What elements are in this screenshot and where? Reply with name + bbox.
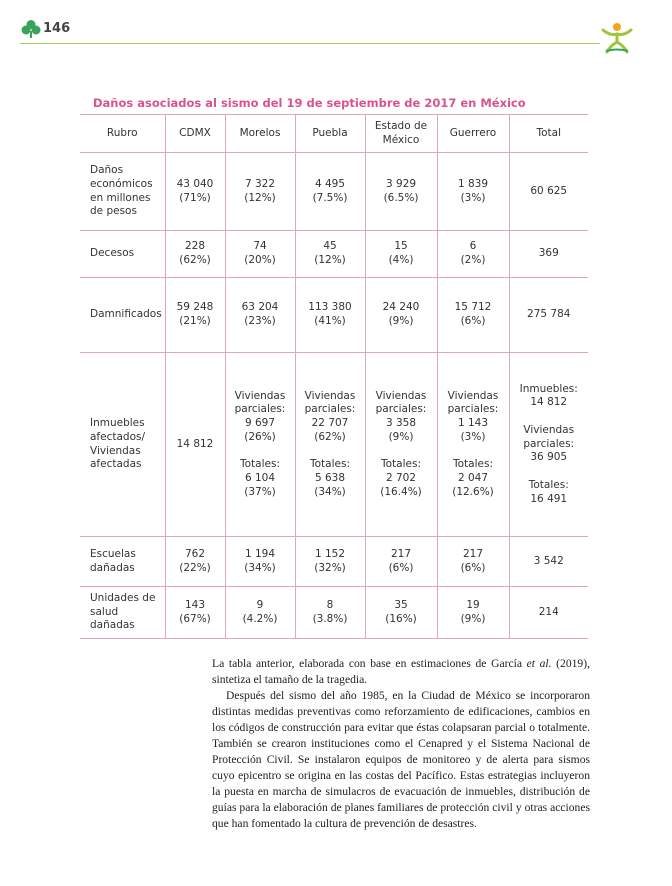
- column-header: Estado de México: [365, 115, 437, 153]
- cell-line: 14 812: [530, 396, 568, 409]
- row-label: Unidades de salud dañadas: [80, 587, 165, 639]
- table-cell: [165, 537, 225, 587]
- cell-line: (9%): [388, 430, 414, 443]
- table-cell: [509, 537, 588, 587]
- table-cell: [509, 353, 588, 537]
- cell-line: 5 638: [314, 471, 346, 484]
- cell-line: (16.4%): [380, 485, 422, 498]
- cell-line: 369: [538, 247, 559, 260]
- table-row: [80, 353, 588, 537]
- table-cell: [365, 537, 437, 587]
- table-cell: [295, 537, 365, 587]
- row-label: Escuelas dañadas: [80, 537, 165, 587]
- table-cell: [295, 353, 365, 537]
- cell-line: (62%): [314, 430, 346, 443]
- cell-line: (62%): [179, 254, 211, 266]
- cell-line: 63 204: [241, 301, 279, 314]
- cell-line: (9%): [388, 315, 414, 327]
- cell-line: (26%): [244, 430, 276, 443]
- row-label: Inmuebles afectados/ Viviendas afectadas: [80, 353, 165, 537]
- table-cell: [225, 353, 295, 537]
- cell-line: 59 248: [176, 301, 214, 314]
- cell-line: (6%): [460, 315, 486, 327]
- cell-line: Viviendas: [447, 389, 499, 402]
- table-cell: [437, 231, 509, 278]
- cell-line: 24 240: [382, 301, 420, 314]
- cell-line: parciales:: [375, 403, 427, 416]
- table-cell: [509, 153, 588, 231]
- table-cell: [509, 587, 588, 639]
- table-cell: [165, 353, 225, 537]
- cell-line: Totales:: [528, 478, 569, 491]
- cell-line: (12.6%): [452, 485, 494, 498]
- paragraph: Después del sismo del año 1985, en la Ciudad de México se incorporaron distintas medidas preventivas como reforzamiento de edificaciones, cambios en los códigos de construcción para evitar que éstas colapsaran parcial o totalmente. También se crearon instituciones como el Cenapred y el Sistema Nacional de Protección Civil. Se instalaron equipos de monitoreo y de alerta para sismos cuyo epicentro se origina en las costas del Pacífico. Estas estrategias incluyeron la puesta en marcha de simulacros de evacuación de inmuebles, distribución de guías para la elaboración de planes familiares de protección civil y otras acciones que han fomentado la cultura de prevención de desastres.: [212, 689, 590, 830]
- table-cell: [165, 153, 225, 231]
- cell-line: Totales:: [240, 458, 280, 471]
- cell-line: 1 152: [314, 547, 346, 560]
- cell-line: 8: [326, 598, 334, 611]
- cell-line: (34%): [314, 485, 346, 498]
- cell-line: 6: [469, 240, 477, 253]
- cell-line: (23%): [244, 315, 276, 327]
- column-header: Rubro: [80, 115, 165, 153]
- table-row: [80, 587, 588, 639]
- cell-line: 43 040: [176, 177, 214, 190]
- row-label: Damnificados: [80, 278, 165, 353]
- cell-line: 2 047: [457, 471, 489, 484]
- paragraph: La tabla anterior, elaborada con base en estimaciones de García et al. (2019), sintetiza el tamaño de la tragedia.: [212, 657, 590, 686]
- cell-line: 14 812: [176, 437, 214, 450]
- cell-line: 16 491: [530, 492, 568, 505]
- table-cell: [295, 231, 365, 278]
- cell-line: (34%): [244, 561, 276, 574]
- cell-line: Viviendas: [523, 424, 575, 437]
- cell-line: 217: [462, 547, 484, 560]
- table-cell: [437, 587, 509, 639]
- cell-line: 6 104: [244, 471, 276, 484]
- cell-line: (22%): [179, 561, 211, 574]
- cell-line: 214: [538, 605, 559, 618]
- cell-line: (6%): [388, 561, 414, 574]
- cell-line: 36 905: [530, 451, 568, 464]
- cell-line: Inmuebles:: [519, 382, 578, 395]
- table-cell: [365, 153, 437, 231]
- cell-line: 3 358: [385, 417, 417, 430]
- table-cell: [295, 587, 365, 639]
- cell-line: Viviendas: [304, 389, 356, 402]
- cell-line: (3%): [460, 191, 486, 204]
- cell-line: Viviendas: [234, 389, 286, 402]
- table-header-row: [80, 115, 588, 153]
- cell-line: (37%): [244, 485, 276, 498]
- table-row: [80, 537, 588, 587]
- table-cell: [225, 278, 295, 353]
- cell-line: (6.5%): [383, 191, 419, 204]
- cell-line: 3 542: [533, 554, 564, 567]
- cell-line: (67%): [179, 612, 211, 625]
- table-cell: [365, 278, 437, 353]
- table-cell: [225, 537, 295, 587]
- header-rule: [20, 43, 600, 44]
- column-header: Total: [509, 115, 588, 153]
- table-cell: [165, 278, 225, 353]
- table-body: [80, 153, 588, 639]
- cell-line: 1 194: [244, 547, 276, 560]
- cell-line: parciales:: [447, 403, 499, 416]
- column-header: Guerrero: [437, 115, 509, 153]
- table-cell: [365, 353, 437, 537]
- cell-line: (71%): [179, 191, 211, 204]
- page-header: [0, 0, 672, 52]
- cell-line: parciales:: [234, 403, 286, 416]
- column-header: Puebla: [295, 115, 365, 153]
- cell-line: 3 929: [385, 177, 417, 190]
- cell-line: 4 495: [314, 177, 346, 190]
- table-cell: [509, 231, 588, 278]
- cell-line: 228: [184, 240, 206, 253]
- cell-line: 15: [394, 240, 408, 253]
- table-cell: [437, 278, 509, 353]
- cell-line: parciales:: [304, 403, 356, 416]
- cell-line: 217: [390, 547, 412, 560]
- table-row: [80, 278, 588, 353]
- person-logo-icon: [600, 20, 634, 54]
- cell-line: 9 697: [244, 417, 276, 430]
- cell-line: Totales:: [453, 458, 493, 471]
- cell-line: 19: [466, 598, 480, 611]
- cell-line: 7 322: [244, 177, 276, 190]
- table-cell: [225, 587, 295, 639]
- cell-line: Totales:: [381, 458, 421, 471]
- page-number: 146: [43, 21, 71, 36]
- cell-line: (16%): [385, 612, 417, 625]
- cell-line: 45: [323, 240, 337, 253]
- damage-table: [80, 114, 588, 639]
- cell-line: (4%): [388, 254, 414, 266]
- cell-line: (21%): [179, 315, 211, 327]
- cell-line: 22 707: [311, 417, 349, 430]
- table-cell: [437, 153, 509, 231]
- cell-line: 35: [394, 598, 408, 611]
- cell-line: 143: [184, 598, 206, 611]
- cell-line: (12%): [314, 254, 346, 266]
- cell-line: (6%): [460, 561, 486, 574]
- cell-line: (7.5%): [312, 191, 348, 204]
- table-cell: [165, 587, 225, 639]
- cell-line: 60 625: [530, 184, 568, 197]
- table-cell: [437, 537, 509, 587]
- cell-line: 74: [253, 240, 267, 253]
- cell-line: parciales:: [523, 437, 575, 450]
- table-title: Daños asociados al sismo del 19 de septiembre de 2017 en México: [93, 96, 526, 110]
- table-cell: [365, 587, 437, 639]
- cell-line: (2%): [460, 254, 486, 266]
- cell-line: (32%): [314, 561, 346, 574]
- cell-line: Totales:: [310, 458, 350, 471]
- cell-line: 1 839: [457, 177, 489, 190]
- row-label: Decesos: [80, 231, 165, 278]
- cell-line: (20%): [244, 254, 276, 266]
- cell-line: (3.8%): [312, 612, 348, 625]
- table-row: [80, 153, 588, 231]
- cell-line: 2 702: [385, 471, 417, 484]
- clover-icon: [21, 19, 41, 39]
- cell-line: 275 784: [527, 308, 571, 321]
- table-cell: [225, 153, 295, 231]
- table-cell: [365, 231, 437, 278]
- column-header: Morelos: [225, 115, 295, 153]
- cell-line: 762: [184, 547, 206, 560]
- body-text: [212, 656, 590, 832]
- column-header: CDMX: [165, 115, 225, 153]
- cell-line: Viviendas: [375, 389, 427, 402]
- table-cell: [509, 278, 588, 353]
- cell-line: 113 380: [308, 301, 352, 314]
- cell-line: (12%): [244, 191, 276, 204]
- row-label: Daños económicos en millones de pesos: [80, 153, 165, 231]
- table-cell: [165, 231, 225, 278]
- cell-line: 15 712: [454, 301, 492, 314]
- cell-line: (9%): [460, 612, 486, 625]
- cell-line: 9: [256, 598, 264, 611]
- table-cell: [295, 153, 365, 231]
- table-cell: [437, 353, 509, 537]
- cell-line: (4.2%): [242, 612, 278, 625]
- table-cell: [225, 231, 295, 278]
- cell-line: (3%): [460, 430, 486, 443]
- cell-line: (41%): [314, 315, 346, 327]
- cell-line: 1 143: [457, 417, 489, 430]
- table-row: [80, 231, 588, 278]
- table-cell: [295, 278, 365, 353]
